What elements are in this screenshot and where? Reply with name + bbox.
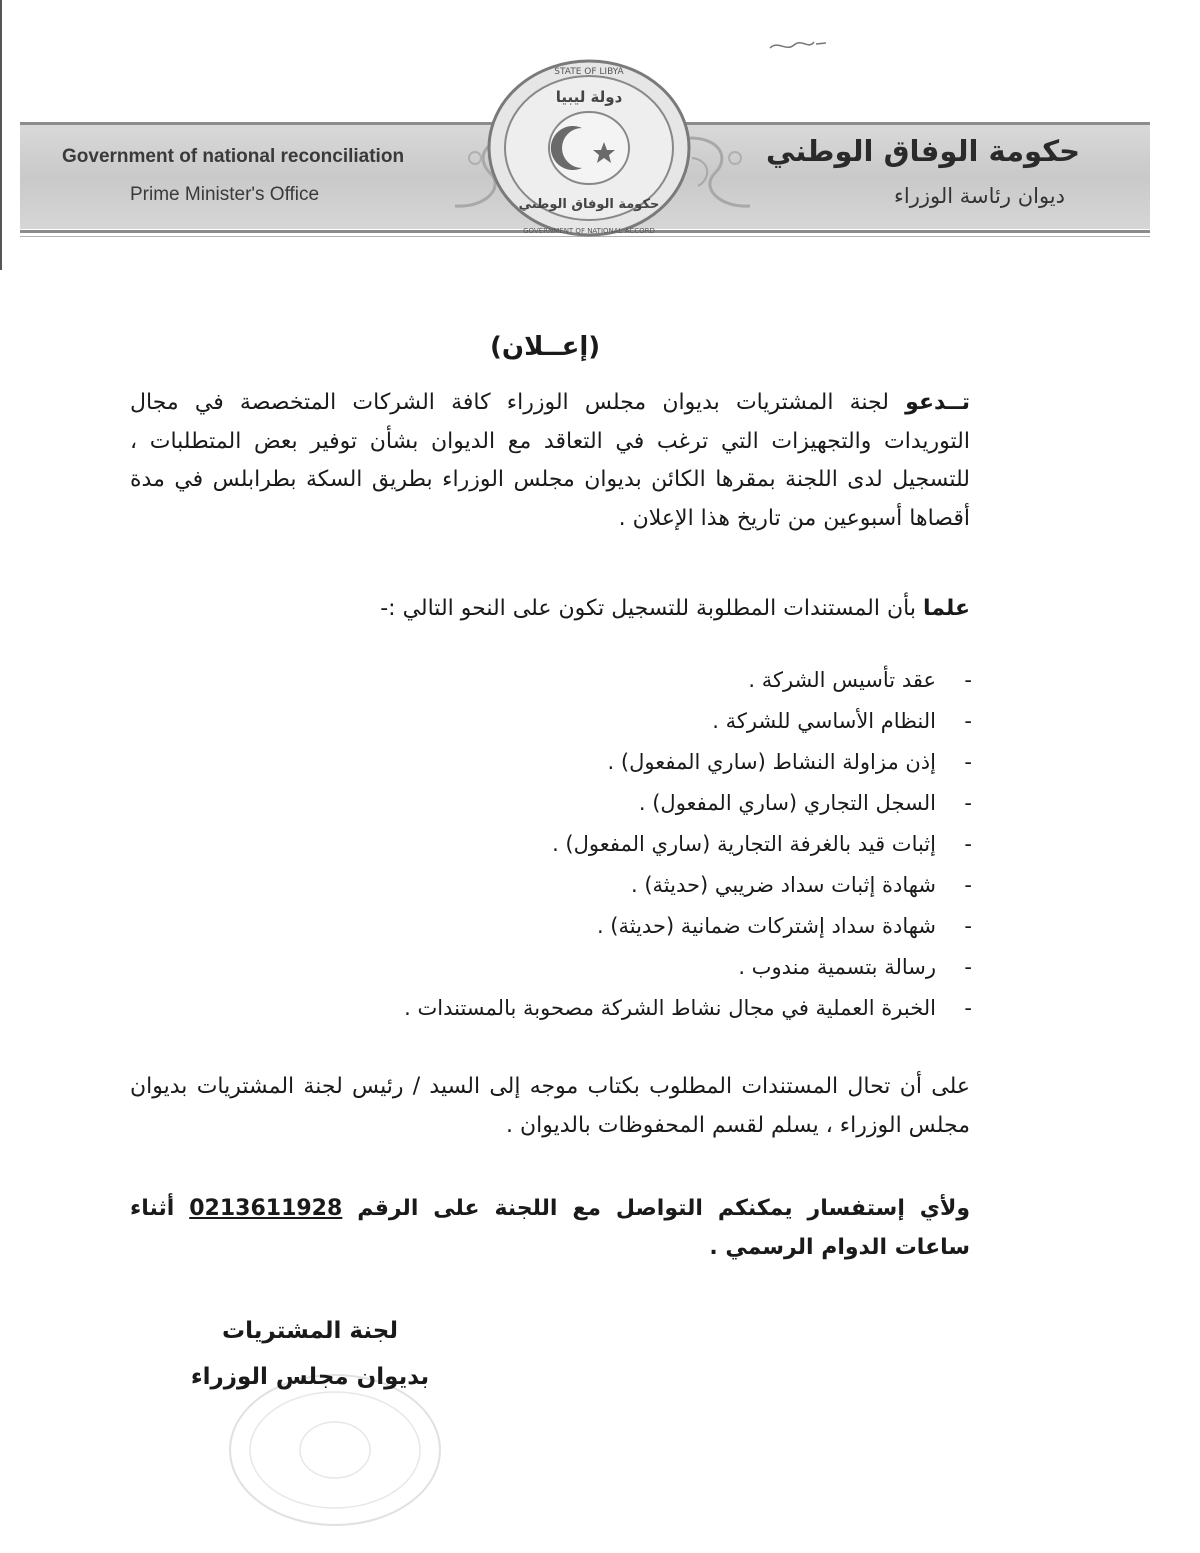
invitation-paragraph: [130, 384, 970, 538]
contact-paragraph: [130, 1190, 970, 1267]
list-marker: -: [964, 832, 972, 856]
government-seal-icon: [486, 58, 692, 238]
list-marker: -: [964, 873, 972, 897]
svg-text:STATE OF LIBYA: STATE OF LIBYA: [554, 67, 624, 77]
list-marker: -: [964, 996, 972, 1020]
page-edge-line: [0, 0, 2, 270]
required-documents-list: [142, 660, 972, 1029]
letterhead-arabic-title: حكومة الوفاق الوطني: [765, 134, 1080, 168]
svg-text:حكومة الوفاق الوطني: حكومة الوفاق الوطني: [518, 197, 660, 212]
documents-text: بأن المستندات المطلوبة للتسجيل تكون على النحو التالي :-: [380, 596, 923, 621]
contact-tail: أثناء ساعات الدوام الرسمي .: [130, 1196, 970, 1260]
documents-lead: علما: [922, 596, 970, 621]
invitation-lead: تــدعو: [905, 390, 970, 415]
list-item-text: الخبرة العملية في مجال نشاط الشركة مصحوبة بالمستندات .: [404, 996, 936, 1020]
list-marker: -: [964, 668, 972, 692]
list-item-text: السجل التجاري (ساري المفعول) .: [638, 791, 936, 815]
list-item-text: عقد تأسيس الشركة .: [748, 668, 936, 692]
list-item-text: إذن مزاولة النشاط (ساري المفعول) .: [607, 750, 936, 774]
list-marker: -: [964, 750, 972, 774]
list-item: [142, 906, 972, 947]
ornament-right-icon: [690, 128, 765, 220]
signature-line-office: بديوان مجلس الوزراء: [190, 1364, 430, 1390]
signature-block: [150, 1308, 470, 1400]
list-item: [142, 947, 972, 988]
announcement-heading: (إعــلان): [490, 332, 601, 362]
list-item-text: إثبات قيد بالغرفة التجارية (ساري المفعول) .: [552, 832, 936, 856]
handwritten-mark: [768, 36, 828, 56]
invitation-text: لجنة المشتريات بديوان مجلس الوزراء كافة الشركات المتخصصة في مجال التوريدات والتجهيزات التي ترغب في التعاقد مع الديوان بشأن توفير بعض المتطلبات ، للتسجيل لدى اللجنة بمقرها الكائن بديوان مجلس الوزراء بطريق السكة بطرابلس في مدة أقصاها أسبوعين من تاريخ هذا الإعلان .: [130, 390, 970, 531]
list-item: [142, 660, 972, 701]
list-item-text: شهادة سداد إشتركات ضمانية (حديثة) .: [596, 914, 936, 938]
list-item: [142, 783, 972, 824]
svg-text:دولة ليبيا: دولة ليبيا: [555, 88, 623, 106]
letterhead-english-title: Government of national reconciliation: [62, 146, 405, 167]
required-documents-intro: [130, 590, 970, 629]
list-item: [142, 742, 972, 783]
list-item-text: شهادة إثبات سداد ضريبي (حديثة) .: [630, 873, 936, 897]
submission-paragraph: على أن تحال المستندات المطلوب بكتاب موجه إلى السيد / رئيس لجنة المشتريات بديوان مجلس الوزراء ، يسلم لقسم المحفوظات بالديوان .: [130, 1074, 970, 1138]
svg-text:GOVERNMENT OF NATIONAL ACCORD: GOVERNMENT OF NATIONAL ACCORD: [523, 227, 655, 235]
list-item-text: النظام الأساسي للشركة .: [712, 709, 936, 733]
list-marker: -: [964, 914, 972, 938]
contact-phone-number: 0213611928: [189, 1196, 343, 1221]
list-item: [142, 865, 972, 906]
list-item: [142, 824, 972, 865]
list-item: [142, 701, 972, 742]
list-marker: -: [964, 791, 972, 815]
list-item: [142, 988, 972, 1029]
list-marker: -: [964, 955, 972, 979]
list-item-text: رسالة بتسمية مندوب .: [738, 955, 936, 979]
letterhead-arabic-subtitle: ديوان رئاسة الوزراء: [894, 184, 1065, 208]
contact-text: ولأي إستفسار يمكنكم التواصل مع اللجنة على الرقم: [342, 1196, 970, 1221]
letterhead-english-subtitle: Prime Minister's Office: [130, 184, 320, 205]
signature-line-committee: لجنة المشتريات: [222, 1318, 398, 1344]
list-marker: -: [964, 709, 972, 733]
